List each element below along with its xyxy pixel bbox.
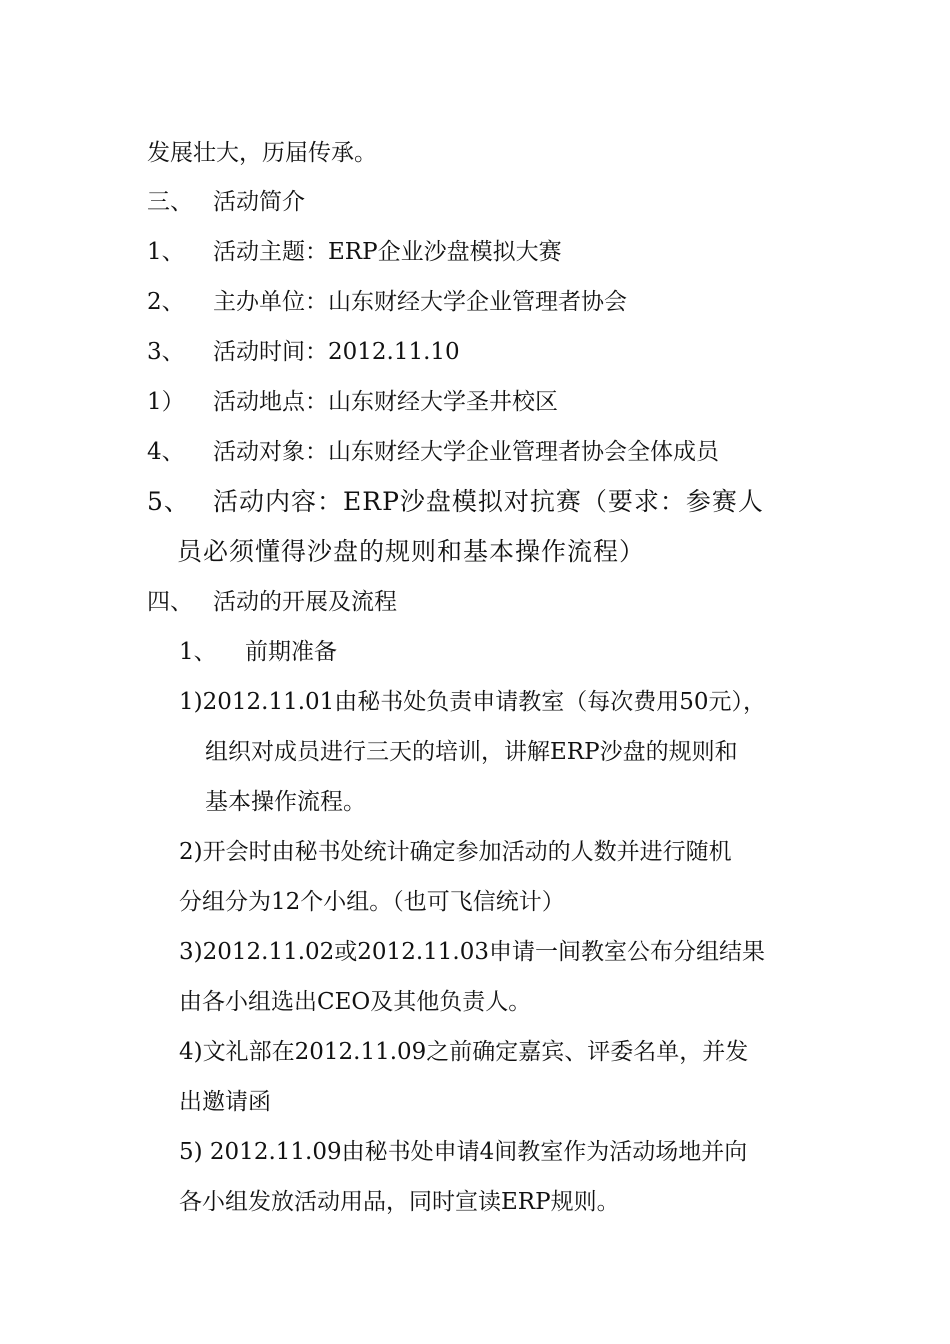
list-item <box>147 287 627 317</box>
item-number: 3、 <box>147 339 185 365</box>
item-number: 1、 <box>147 239 185 265</box>
item-number: 2、 <box>147 289 185 315</box>
section-number: 四、 <box>147 589 193 615</box>
list-item <box>147 237 562 267</box>
list-item <box>147 487 764 517</box>
item-text: 活动地点：山东财经大学圣井校区 <box>213 389 558 415</box>
section-title: 活动简介 <box>213 189 305 215</box>
subsection-number: 1、 <box>179 639 217 665</box>
subsection-heading <box>179 637 337 667</box>
paragraph-line: 3)2012.11.02或2012.11.03申请一间教室公布分组结果 <box>179 939 765 965</box>
item-number: 5、 <box>147 487 190 516</box>
item-number: 1） <box>147 389 185 415</box>
paragraph-line: 员必须懂得沙盘的规则和基本操作流程） <box>177 537 646 566</box>
item-number: 4、 <box>147 439 185 465</box>
paragraph-line: 发展壮大，历届传承。 <box>147 140 377 166</box>
paragraph-line: 各小组发放活动用品，同时宣读ERP规则。 <box>179 1189 620 1215</box>
item-text: 活动主题：ERP企业沙盘模拟大赛 <box>213 239 562 265</box>
section-heading <box>147 187 305 217</box>
paragraph-line: 分组分为12个小组。（也可飞信统计） <box>179 889 565 915</box>
list-item <box>147 387 558 417</box>
item-text: 活动内容：ERP沙盘模拟对抗赛（要求：参赛人 <box>213 487 764 516</box>
paragraph-line: 5) 2012.11.09由秘书处申请4间教室作为活动场地并向 <box>179 1139 748 1165</box>
section-title: 活动的开展及流程 <box>213 589 397 615</box>
paragraph-line: 基本操作流程。 <box>205 789 366 815</box>
paragraph-line: 4)文礼部在2012.11.09之前确定嘉宾、评委名单，并发 <box>179 1039 749 1065</box>
paragraph-line: 1)2012.11.01由秘书处负责申请教室（每次费用50元）， <box>179 689 767 715</box>
section-number: 三、 <box>147 189 193 215</box>
list-item <box>147 437 719 467</box>
paragraph-line: 组织对成员进行三天的培训，讲解ERP沙盘的规则和 <box>205 739 738 765</box>
item-text: 活动对象：山东财经大学企业管理者协会全体成员 <box>213 439 719 465</box>
section-heading <box>147 587 397 617</box>
subsection-title: 前期准备 <box>245 639 337 665</box>
item-text: 主办单位：山东财经大学企业管理者协会 <box>213 289 627 315</box>
paragraph-line: 由各小组选出CEO及其他负责人。 <box>179 989 532 1015</box>
paragraph-line: 2)开会时由秘书处统计确定参加活动的人数并进行随机 <box>179 839 732 865</box>
list-item <box>147 337 460 367</box>
item-text: 活动时间：2012.11.10 <box>213 339 460 365</box>
paragraph-line: 出邀请函 <box>179 1089 271 1115</box>
